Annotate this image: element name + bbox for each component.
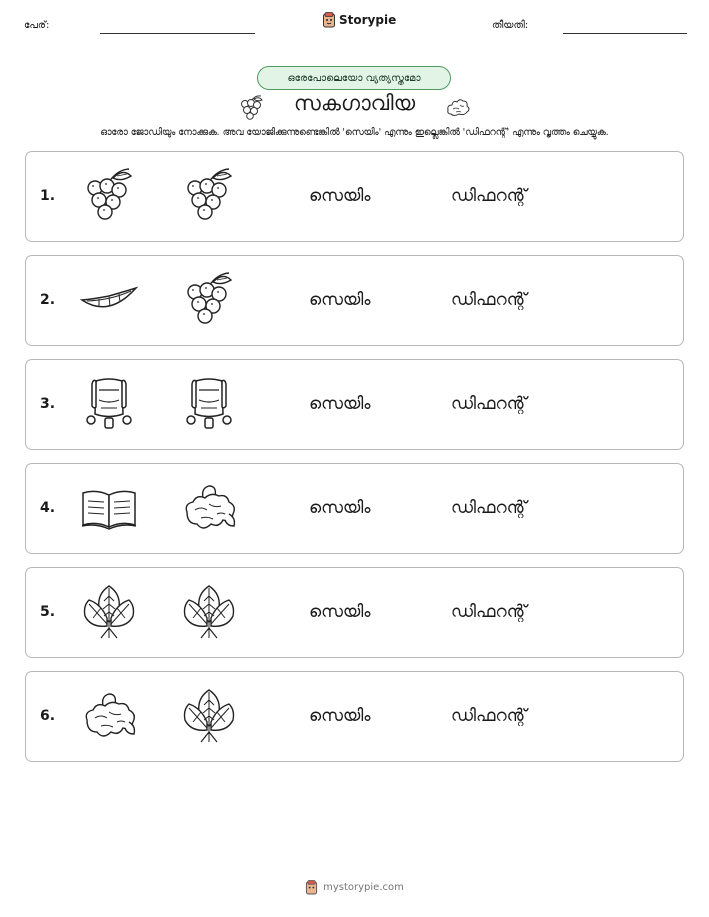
name-line[interactable]: [100, 33, 255, 34]
same-option[interactable]: സെയിം: [309, 186, 371, 206]
pair-row-3: [25, 359, 684, 450]
berries-icon: [179, 166, 239, 226]
different-option[interactable]: ഡിഫറന്റ്: [451, 602, 527, 622]
date-label: തീയതി:: [492, 20, 529, 31]
leaf-plant-icon: [179, 582, 239, 642]
berries-icon: [179, 270, 239, 330]
ginger-root-icon: [179, 478, 239, 538]
footer: [0, 880, 709, 895]
same-option[interactable]: സെയിം: [309, 290, 371, 310]
row-number: 4.: [40, 500, 56, 516]
pair-row-5: [25, 567, 684, 658]
row-number: 6.: [40, 708, 56, 724]
brand-name: Storypie: [339, 13, 397, 27]
different-option[interactable]: ഡിഫറന്റ്: [451, 706, 527, 726]
open-book-icon: [79, 478, 139, 538]
footer-site[interactable]: mystorypie.com: [323, 882, 404, 893]
storypie-mascot-icon: [322, 12, 336, 28]
pair-row-4: [25, 463, 684, 554]
worksheet-type-badge: ഒരേപോലെയോ വ്യത്യസ്തമോ: [257, 66, 451, 90]
instructions-text: ഓരോ ജോഡിയും നോക്കുക. അവ യോജിക്കുന്നുണ്ടെങ്കിൽ 'സെയിം' എന്നും ഇല്ലെങ്കിൽ 'ഡിഫറന്റ്' എന്നും വൃത്തം ചെയ്യുക.: [100, 127, 609, 138]
different-option[interactable]: ഡിഫറന്റ്: [451, 186, 527, 206]
same-option[interactable]: സെയിം: [309, 602, 371, 622]
canoe-icon: [79, 270, 139, 330]
storypie-mascot-icon: [305, 880, 318, 895]
different-option[interactable]: ഡിഫറന്റ്: [451, 394, 527, 414]
ginger-root-icon: [79, 686, 139, 746]
baby-carrier-icon: [79, 374, 139, 434]
different-option[interactable]: ഡിഫറന്റ്: [451, 290, 527, 310]
same-option[interactable]: സെയിം: [309, 394, 371, 414]
row-number: 5.: [40, 604, 56, 620]
pair-row-1: [25, 151, 684, 242]
row-number: 2.: [40, 292, 56, 308]
different-option[interactable]: ഡിഫറന്റ്: [451, 498, 527, 518]
same-option[interactable]: സെയിം: [309, 498, 371, 518]
same-option[interactable]: സെയിം: [309, 706, 371, 726]
name-label: പേര്:: [24, 20, 50, 31]
row-number: 1.: [40, 188, 56, 204]
berries-icon: [79, 166, 139, 226]
worksheet-title: സകഗാവിയ: [293, 91, 416, 115]
date-line[interactable]: [563, 33, 687, 34]
ginger-root-icon: [444, 94, 472, 120]
leaf-plant-icon: [79, 582, 139, 642]
baby-carrier-icon: [179, 374, 239, 434]
leaf-plant-icon: [179, 686, 239, 746]
pair-row-2: [25, 255, 684, 346]
brand-logo: [322, 12, 396, 28]
pair-row-6: [25, 671, 684, 762]
row-number: 3.: [40, 396, 56, 412]
